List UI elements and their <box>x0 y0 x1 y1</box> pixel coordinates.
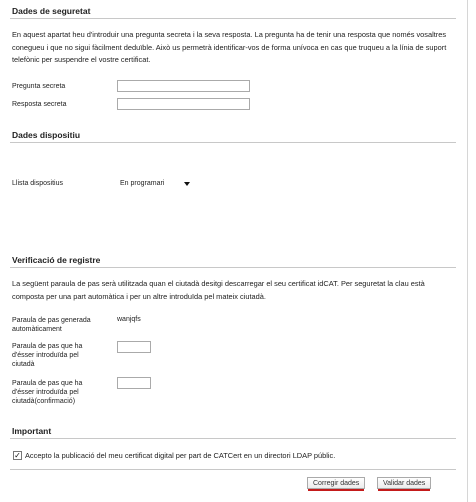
section-divider <box>10 18 456 19</box>
section-divider <box>10 267 456 268</box>
section-divider <box>10 438 456 439</box>
section-title-security: Dades de seguretat <box>12 6 91 16</box>
auto-password-label: Paraula de pas generada automàticament <box>12 317 91 333</box>
secret-question-input[interactable] <box>117 80 250 92</box>
citizen-password-input[interactable] <box>117 341 151 353</box>
secret-question-label: Pregunta secreta <box>12 83 66 90</box>
section-title-important: Important <box>12 426 52 436</box>
security-description: En aquest apartat heu d'introduir una pregunta secreta i la seva resposta. La pregunta ha de tenir una resposta que només vosaltres conegueu i que no sigui fàcilment deduïble. Això us permetrà identificar-vos de forma unívoca en cas que truqueu a la línia de suport telefònic per suspendre el vostre certificat. <box>12 30 447 64</box>
accept-ldap-checkbox[interactable] <box>13 451 22 460</box>
citizen-password-confirm-label: Paraula de pas que ha d'ésser introduïda pel ciutadà(confirmació) <box>12 380 83 405</box>
checkmark-icon: ✓ <box>14 450 21 460</box>
chevron-down-icon <box>184 182 190 186</box>
section-divider <box>10 142 456 143</box>
accept-ldap-label: Accepto la publicació del meu certificat digital per part de CATCert en un directori LDAP públic. <box>25 451 336 460</box>
verification-description: La següent paraula de pas serà utilitzada quan el ciutadà desitgi descarregar el seu certificat idCAT. Per seguretat la clau està composta per una part automàtica i per un altre introduïda pel mateix ciutadà. <box>12 279 425 301</box>
section-divider <box>10 469 456 470</box>
citizen-password-label: Paraula de pas que ha d'ésser introduïda pel ciutadà <box>12 343 83 368</box>
device-list-select[interactable] <box>117 177 193 190</box>
section-title-device: Dades dispositiu <box>12 130 81 140</box>
section-title-verification: Verificació de registre <box>12 255 101 265</box>
secret-answer-input[interactable] <box>117 98 250 110</box>
citizen-password-confirm-input[interactable] <box>117 377 151 389</box>
device-list-label: Llista dispositius <box>12 180 63 187</box>
secret-answer-label: Resposta secreta <box>12 101 67 108</box>
validate-data-button[interactable]: Validar dades <box>377 477 431 489</box>
auto-password-value: wanjqfs <box>117 316 141 323</box>
correct-data-button[interactable]: Corregir dades <box>307 477 365 489</box>
device-selected-value: En programari <box>120 180 165 187</box>
